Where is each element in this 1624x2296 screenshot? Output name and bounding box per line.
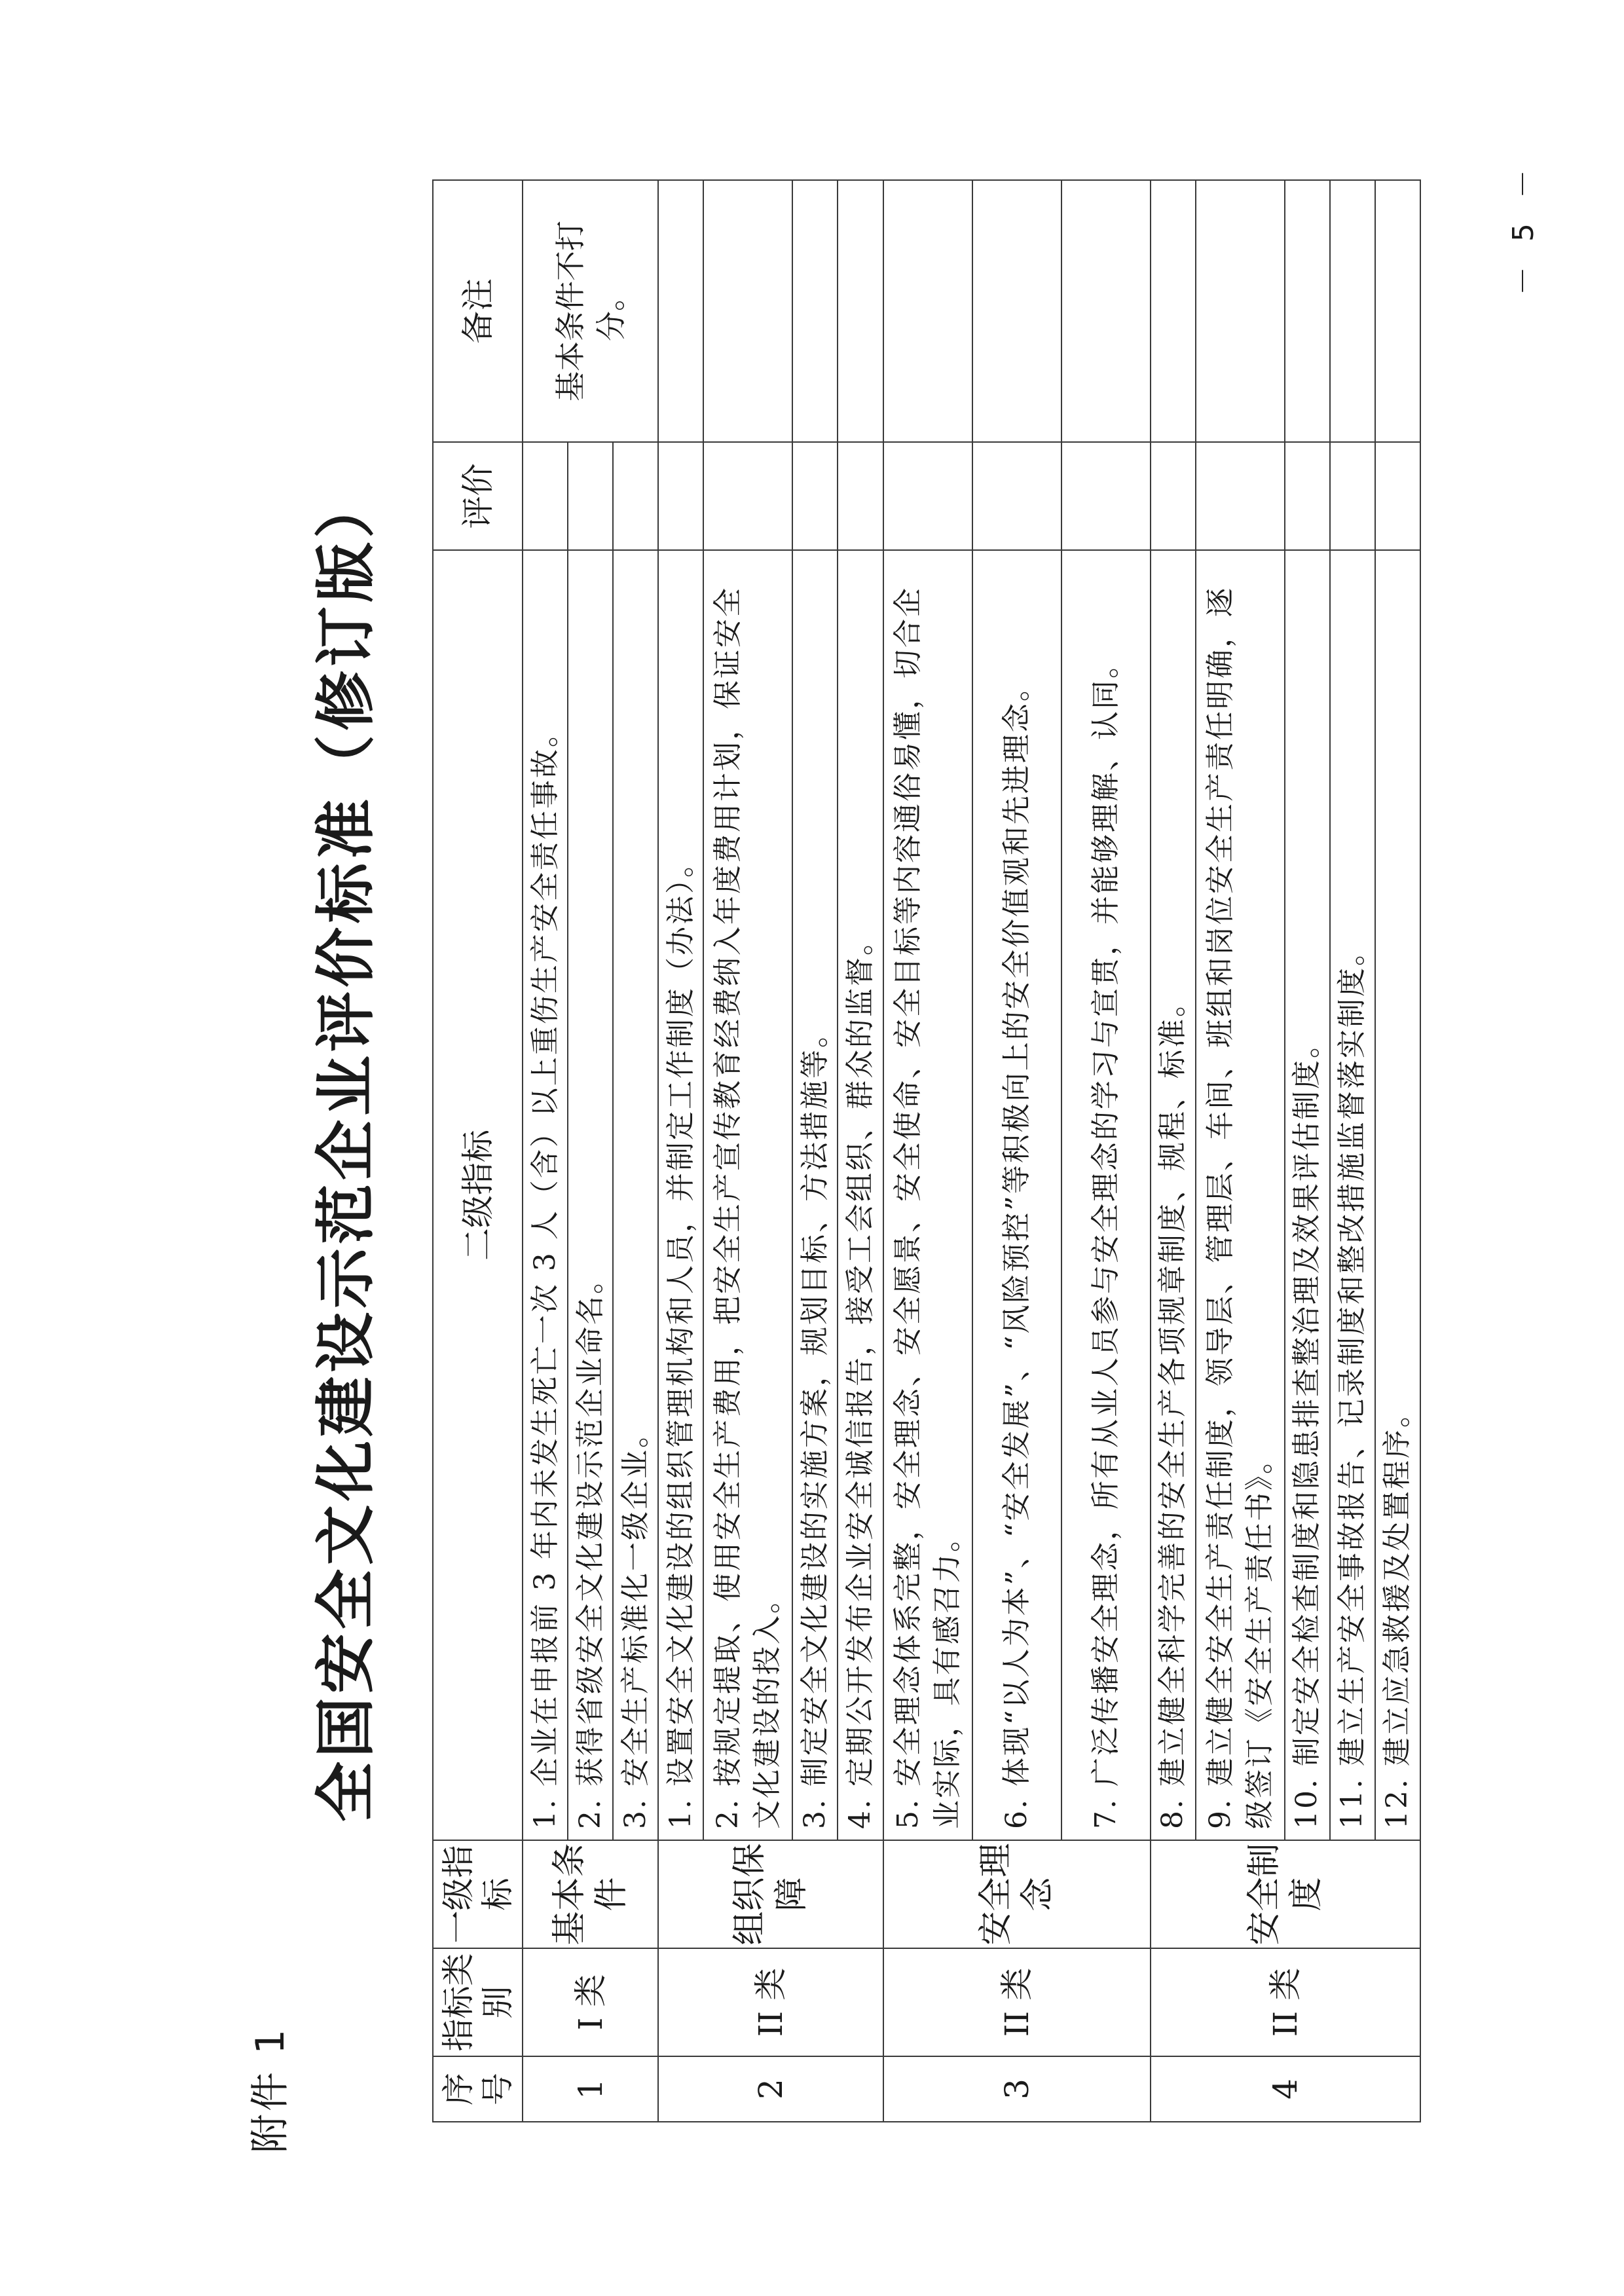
group-category: I 类 bbox=[523, 1948, 658, 2056]
indicator-text: 1. 企业在申报前 3 年内未发生死亡一次 3 人（含）以上重伤生产安全责任事故。 bbox=[523, 550, 568, 1840]
group-category: II 类 bbox=[658, 1948, 883, 2056]
table-row bbox=[1285, 180, 1330, 2122]
document-title: 全国安全文化建设示范企业评价标准（修订版） bbox=[311, 474, 381, 1823]
remark-cell bbox=[1375, 180, 1420, 442]
evaluation-cell bbox=[703, 442, 792, 550]
table-row bbox=[1196, 180, 1285, 2122]
indicator-text: 4. 定期公开发布企业安全诚信报告，接受工会组织、群众的监督。 bbox=[838, 550, 883, 1840]
table-row bbox=[1151, 180, 1196, 2122]
remark-cell bbox=[883, 180, 972, 442]
evaluation-cell bbox=[1285, 442, 1330, 550]
remark-cell bbox=[972, 180, 1061, 442]
page-number: － 5 － bbox=[1507, 162, 1540, 295]
group-level1: 基本条件 bbox=[523, 1840, 658, 1948]
indicator-text: 12. 建立应急救援及处置程序。 bbox=[1375, 550, 1420, 1840]
header-level1: 一级指标 bbox=[433, 1840, 523, 1948]
indicator-text: 10. 制定安全检查制度和隐患排查整治理及效果评估制度。 bbox=[1285, 550, 1330, 1840]
group-level1: 安全制度 bbox=[1151, 1840, 1421, 1948]
table-row bbox=[703, 180, 792, 2122]
indicator-text: 5. 安全理念体系完整，安全理念、安全愿景、安全使命、安全目标等内容通俗易懂，切合企业实际，具有感召力。 bbox=[883, 550, 972, 1840]
indicator-text: 11. 建立生产安全事故报告、记录制度和整改措施监督落实制度。 bbox=[1330, 550, 1375, 1840]
indicator-text: 3. 安全生产标准化一级企业。 bbox=[613, 550, 658, 1840]
indicator-text: 3. 制定安全文化建设的实施方案，规划目标、方法措施等。 bbox=[792, 550, 838, 1840]
evaluation-cell bbox=[523, 442, 568, 550]
remark-cell bbox=[1196, 180, 1285, 442]
table-header-row bbox=[433, 180, 523, 2122]
evaluation-cell bbox=[568, 442, 613, 550]
table-row bbox=[1375, 180, 1420, 2122]
evaluation-cell bbox=[1061, 442, 1151, 550]
table-row bbox=[613, 180, 658, 2122]
header-evaluation: 评价 bbox=[433, 442, 523, 550]
table-row bbox=[972, 180, 1061, 2122]
evaluation-cell bbox=[1330, 442, 1375, 550]
header-remarks: 备注 bbox=[433, 180, 523, 442]
group-remark: 基本条件不打分。 bbox=[523, 180, 658, 442]
indicator-text: 1. 设置安全文化建设的组织管理机构和人员，并制定工作制度（办法）。 bbox=[658, 550, 703, 1840]
table-row bbox=[1330, 180, 1375, 2122]
evaluation-cell bbox=[972, 442, 1061, 550]
remark-cell bbox=[703, 180, 792, 442]
attachment-label: 附件 1 bbox=[248, 2026, 293, 2153]
table-row bbox=[568, 180, 613, 2122]
evaluation-cell bbox=[1375, 442, 1420, 550]
evaluation-cell bbox=[658, 442, 703, 550]
group-seq: 1 bbox=[523, 2056, 658, 2122]
evaluation-cell bbox=[1151, 442, 1196, 550]
evaluation-cell bbox=[1196, 442, 1285, 550]
header-level2: 二级指标 bbox=[433, 550, 523, 1840]
group-level1: 安全理念 bbox=[883, 1840, 1151, 1948]
group-seq: 2 bbox=[658, 2056, 883, 2122]
indicator-text: 2. 获得省级安全文化建设示范企业命名。 bbox=[568, 550, 613, 1840]
header-category: 指标类别 bbox=[433, 1948, 523, 2056]
table-row bbox=[792, 180, 838, 2122]
remark-cell bbox=[792, 180, 838, 442]
remark-cell bbox=[838, 180, 883, 442]
group-category: II 类 bbox=[1151, 1948, 1421, 2056]
indicator-text: 6. 体现“以人为本”、“安全发展”、“风险预控”等积极向上的安全价值观和先进理念。 bbox=[972, 550, 1061, 1840]
criteria-table bbox=[432, 179, 1421, 2122]
table-row bbox=[1061, 180, 1151, 2122]
group-seq: 3 bbox=[883, 2056, 1151, 2122]
evaluation-cell bbox=[792, 442, 838, 550]
evaluation-cell bbox=[883, 442, 972, 550]
group-seq: 4 bbox=[1151, 2056, 1421, 2122]
table-row bbox=[838, 180, 883, 2122]
group-category: II 类 bbox=[883, 1948, 1151, 2056]
indicator-text: 9. 建立健全安全生产责任制度，领导层、管理层、车间、班组和岗位安全生产责任明确，逐级签订《安全生产责任书》。 bbox=[1196, 550, 1285, 1840]
evaluation-cell bbox=[613, 442, 658, 550]
remark-cell bbox=[1330, 180, 1375, 442]
table-row bbox=[523, 180, 568, 2122]
indicator-text: 7. 广泛传播安全理念，所有从业人员参与安全理念的学习与宣贯，并能够理解、认同。 bbox=[1061, 550, 1151, 1840]
group-level1: 组织保障 bbox=[658, 1840, 883, 1948]
table-row bbox=[658, 180, 703, 2122]
indicator-text: 8. 建立健全科学完善的安全生产各项规章制度、规程、标准。 bbox=[1151, 550, 1196, 1840]
remark-cell bbox=[658, 180, 703, 442]
header-seq: 序号 bbox=[433, 2056, 523, 2122]
indicator-text: 2. 按规定提取、使用安全生产费用，把安全生产宣传教育经费纳入年度费用计划，保证安全文化建设的投入。 bbox=[703, 550, 792, 1840]
evaluation-cell bbox=[838, 442, 883, 550]
remark-cell bbox=[1285, 180, 1330, 442]
remark-cell bbox=[1151, 180, 1196, 442]
table-row bbox=[883, 180, 972, 2122]
remark-cell bbox=[1061, 180, 1151, 442]
